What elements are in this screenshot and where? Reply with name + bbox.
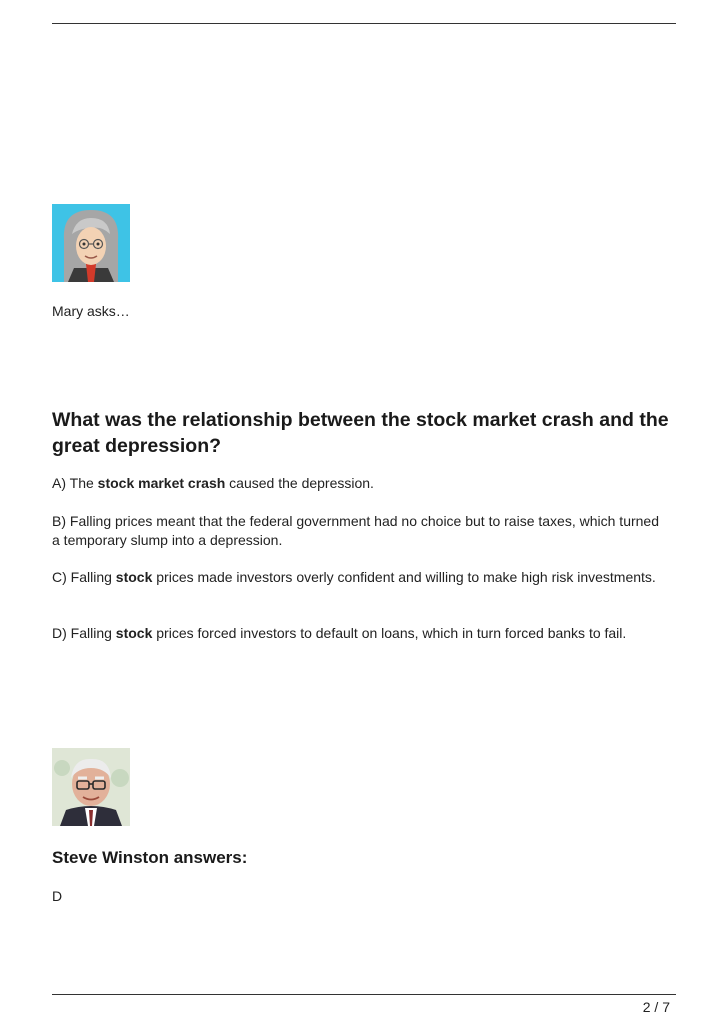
- cartoon-woman-avatar-icon: [52, 204, 130, 282]
- option-d: D) Falling stock prices forced investors to default on loans, which in turn forced banks to fail.: [52, 625, 627, 641]
- option-c: C) Falling stock prices made investors overly confident and willing to make high risk investments.: [52, 569, 656, 585]
- asker-avatar: [52, 204, 130, 282]
- option-b: B) Falling prices meant that the federal government had no choice but to raise taxes, which turned a temporary slump into a depression.: [52, 513, 660, 548]
- page-number: 2 / 7: [642, 999, 670, 1015]
- answerer-name: Steve Winston answers:: [52, 848, 248, 867]
- option-a: A) The stock market crash caused the depression.: [52, 475, 374, 491]
- man-portrait-icon: [52, 748, 130, 826]
- answerer-avatar: [52, 748, 130, 826]
- asker-line: Mary asks…: [52, 303, 130, 319]
- question-title: What was the relationship between the stock market crash and the great depression?: [52, 409, 669, 457]
- footer-rule: [52, 994, 676, 995]
- header-rule: [52, 23, 676, 24]
- answer-text: D: [52, 888, 63, 904]
